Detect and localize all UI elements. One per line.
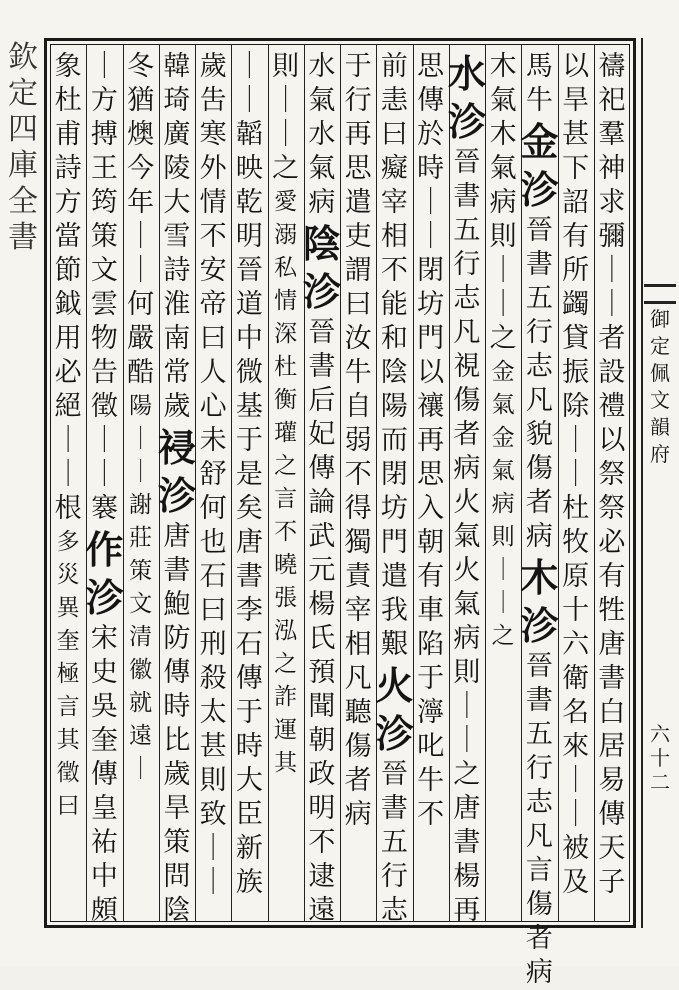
annotation-text: 金 氣 金 氣 病 則 ｜ ｜ 之 <box>491 359 515 649</box>
column-text: ｜ ｜ 者 設 禮 以 祭 祭 必 有 牲 唐 書 白 居 易 傳 天 子 <box>598 255 626 898</box>
text-column <box>410 50 452 832</box>
fish-tail-mark <box>644 284 676 304</box>
text-column <box>591 50 633 900</box>
page-number: 六 十 二 <box>650 722 670 794</box>
entry-heading: 木 沴 <box>520 555 559 648</box>
text-column <box>83 50 125 928</box>
column-text: ｜ ｜ 韜 映 乾 明 晉 道 中 微 基 于 是 矣 唐 書 李 石 傳 于 時 大 臣 新 族 <box>235 51 263 898</box>
text-column <box>301 50 343 928</box>
entry-heading: 作 沴 <box>85 527 124 620</box>
text-column <box>120 50 162 786</box>
annotation-text: 陽 ｜ ｜ 謝 莊 策 文 清 徽 就 遠 ｜ <box>129 393 153 782</box>
annotation-text: 多 災 異 奎 極 言 其 徵 曰 <box>56 529 80 819</box>
column-text: 思 傳 於 時 ｜ ｜ 閉 坊 門 以 禳 再 思 入 朝 有 車 陷 于 濘 叱 牛 不 <box>417 51 445 830</box>
annotation-text: 愛 溺 私 情 深 杜 衡 瓘 之 言 不 曉 張 泓 之 詐 運 其 <box>274 189 298 776</box>
column-text: 宋 史 吳 奎 傳 皇 祐 中 頗 <box>90 623 118 926</box>
column-text: 韓 琦 廣 陵 大 雪 詩 淮 南 常 歲 <box>163 51 191 422</box>
column-text: 則 ｜ ｜ 之 <box>272 51 300 184</box>
title-band <box>636 38 678 928</box>
column-text: 于 行 再 思 遣 吏 謂 曰 汝 牛 自 弱 不 得 獨 責 宰 相 凡 聽 傷 者 病 <box>344 51 372 830</box>
text-column <box>555 50 597 900</box>
column-text: 前 恚 曰 癡 宰 相 不 能 和 陰 陽 而 閉 坊 門 遣 我 艱 <box>380 51 408 660</box>
text-column <box>373 50 415 928</box>
column-text: 木 氣 木 氣 病 則 ｜ ｜ 之 <box>489 51 517 354</box>
column-text: 冬 猶 燠 今 年 ｜ ｜ 何 嚴 酷 <box>127 51 155 388</box>
text-column <box>192 50 234 900</box>
text-column <box>446 50 488 928</box>
column-text: 唐 書 鮑 防 傳 時 比 歲 旱 策 問 陰 <box>163 521 191 926</box>
text-column <box>265 50 307 780</box>
column-text: 晉 書 五 行 志 凡 視 傷 者 病 火 氣 火 氣 病 則 ｜ ｜ 之 唐 書 楊 再 <box>453 147 481 926</box>
text-column <box>47 50 89 823</box>
column-text: 象 杜 甫 詩 方 當 節 鉞 用 必 絕 ｜ ｜ 根 <box>54 51 82 524</box>
bookmouth-title: 欽 定 四 庫 全 書 <box>8 40 38 255</box>
entry-heading: 陰 沴 <box>302 221 341 314</box>
column-text: 禱 祀 羣 神 求 彌 <box>598 51 626 252</box>
text-column <box>482 50 524 653</box>
text-column <box>228 50 270 900</box>
entry-heading: 金 沴 <box>520 119 559 212</box>
book-title: 御 定 佩 文 韻 府 <box>650 307 670 466</box>
column-text: 水 氣 水 氣 病 <box>308 51 336 218</box>
column-text: 晉 書 五 行 志 <box>380 759 408 926</box>
text-column <box>337 50 379 832</box>
column-text: ｜ 方 搏 王 筠 策 文 雲 物 告 徵 ｜ ｜ 褰 <box>90 51 118 524</box>
column-text: 晉 書 五 行 志 凡 貌 傷 者 病 <box>525 215 553 552</box>
column-text: 馬 牛 <box>525 51 553 116</box>
entry-heading: 祲 沴 <box>157 425 196 518</box>
entry-heading: 火 沴 <box>375 663 414 756</box>
entry-heading: 水 沴 <box>447 51 486 144</box>
column-text: 以 旱 甚 下 詔 有 所 蠲 貸 振 除 ｜ ｜ 杜 牧 原 十 六 衛 名 來 ｜ ｜ 被 及 <box>562 51 590 898</box>
column-text: 晉 書 后 妃 傳 論 武 元 楊 氏 預 聞 朝 政 明 不 逮 遠 <box>308 317 336 926</box>
text-column <box>156 50 198 928</box>
column-text: 歲 吿 寒 外 情 不 安 帝 曰 人 心 未 舒 何 也 石 曰 刑 殺 太 甚 則 致 ｜ ｜ <box>199 51 227 898</box>
column-text: 晉 書 五 行 志 凡 言 傷 者 病 <box>525 651 553 988</box>
text-column <box>518 50 560 990</box>
